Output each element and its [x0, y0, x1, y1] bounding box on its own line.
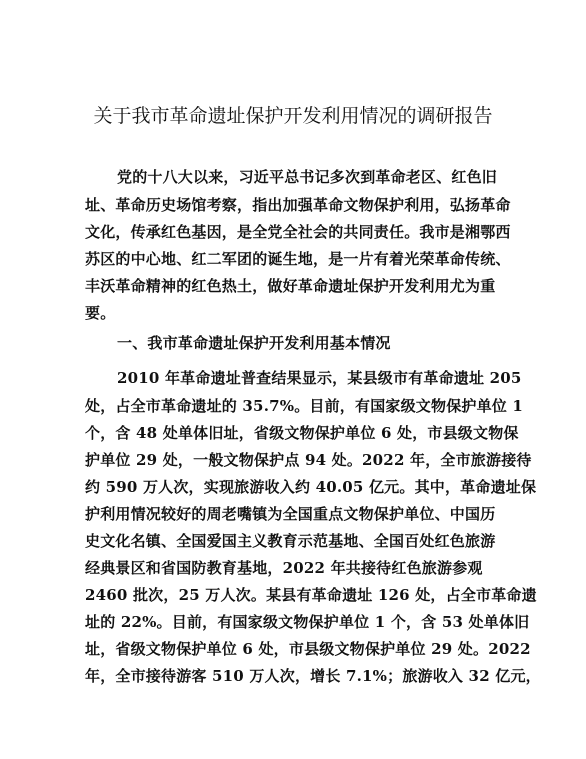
- section-line: 约 590 万人次，实现旅游收入约 40.05 亿元。其中，革命遗址保: [85, 478, 537, 496]
- document-title: 关于我市革命遗址保护开发利用情况的调研报告: [93, 105, 493, 127]
- section-line: 护单位 29 处，一般文物保护点 94 处。2022 年，全市旅游接待: [85, 451, 532, 469]
- section-line: 年，全市接待游客 510 万人次，增长 7.1%；旅游收入 32 亿元，: [85, 667, 541, 685]
- section-line: 处，占全市革命遗址的 35.7%。目前，有国家级文物保护单位 1: [85, 397, 524, 415]
- intro-line: 要。: [85, 304, 116, 322]
- intro-line: 苏区的中心地、红二军团的诞生地，是一片有着光荣革命传统、: [85, 250, 511, 268]
- section-line: 2010 年革命遗址普查结果显示，某县级市有革命遗址 205: [117, 369, 522, 387]
- section-line: 址的 22%。目前，有国家级文物保护单位 1 个，含 53 处单体旧: [85, 613, 530, 631]
- section-line: 护利用情况较好的周老嘴镇为全国重点文物保护单位、中国历: [85, 505, 496, 523]
- intro-line: 文化，传承红色基因，是全党全社会的共同责任。我市是湘鄂西: [85, 223, 511, 241]
- intro-line: 址、革命历史场馆考察，指出加强革命文物保护利用，弘扬革命: [85, 196, 511, 214]
- section-line: 2460 批次，25 万人次。某县有革命遗址 126 处，占全市革命遗: [85, 586, 537, 604]
- intro-line: 丰沃革命精神的红色热土，做好革命遗址保护开发利用尤为重: [85, 277, 496, 295]
- section-line: 个，含 48 处单体旧址，省级文物保护单位 6 处，市县级文物保: [85, 424, 519, 442]
- section-line: 址，省级文物保护单位 6 处，市县级文物保护单位 29 处。2022: [85, 640, 531, 658]
- section-heading: 一、我市革命遗址保护开发利用基本情况: [117, 334, 391, 352]
- intro-line: 党的十八大以来，习近平总书记多次到革命老区、红色旧: [117, 168, 498, 186]
- section-line: 经典景区和省国防教育基地，2022 年共接待红色旅游参观: [85, 559, 483, 577]
- section-line: 史文化名镇、全国爱国主义教育示范基地、全国百处红色旅游: [85, 532, 496, 550]
